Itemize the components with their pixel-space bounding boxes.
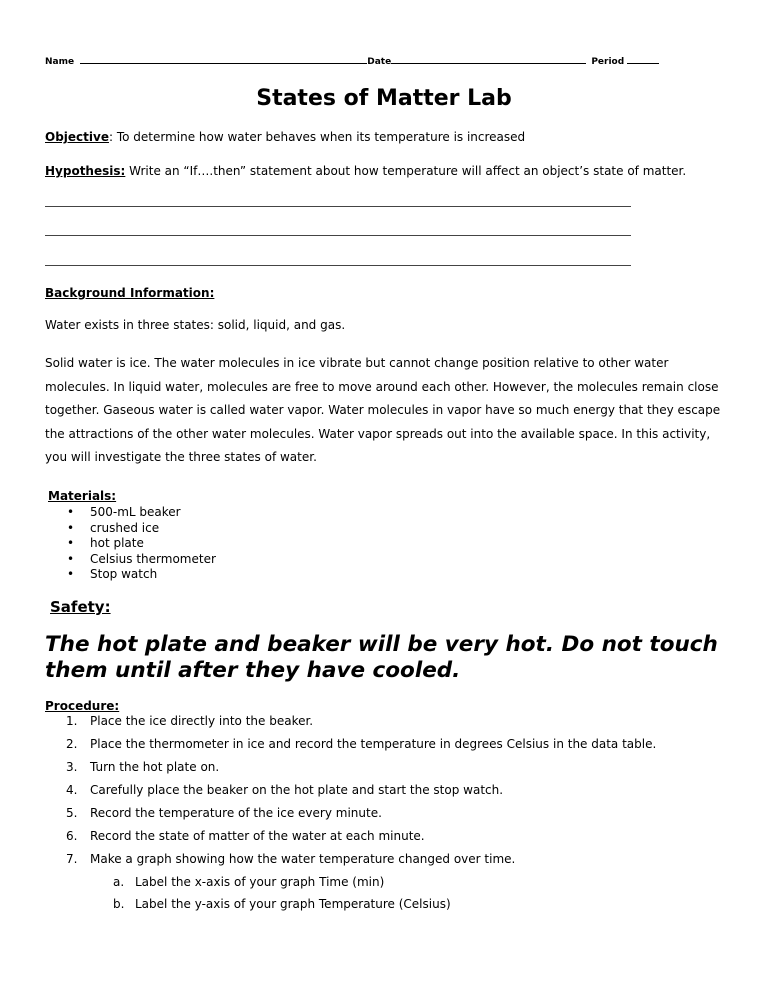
- list-item: • hot plate: [48, 536, 216, 552]
- procedure-step: [45, 806, 656, 829]
- background-heading: Background Information:: [45, 286, 215, 300]
- materials-list: [48, 505, 216, 583]
- background-body: Solid water is ice. The water molecules in ice vibrate but cannot change position relative to other water molecules. In liquid water, molecules are free to move around each other. However, the molecules remain close together. Gaseous water is called water vapor. Water molecules in vapor have so much energy that they escape the attractions of the other water molecules. Water vapor spreads out into the available space. In this activity, you will investigate the three states of water.: [45, 356, 721, 465]
- background-intro: Water exists in three states: solid, liquid, and gas.: [45, 318, 346, 332]
- step-text: Place the ice directly into the beaker.: [90, 714, 314, 728]
- hypothesis-answer-line-2[interactable]: [45, 235, 631, 236]
- list-item: • 500-mL beaker: [48, 505, 216, 521]
- step-text: Carefully place the beaker on the hot plate and start the stop watch.: [90, 783, 504, 797]
- period-field[interactable]: [627, 55, 659, 64]
- list-item: • Stop watch: [48, 567, 216, 583]
- substep-text: Label the y-axis of your graph Temperature (Celsius): [135, 897, 451, 911]
- hypothesis-label: Hypothesis:: [45, 164, 126, 178]
- header-line: [45, 55, 659, 67]
- materials-heading: Materials:: [48, 489, 117, 503]
- procedure-step: [45, 737, 656, 760]
- hypothesis-text: Write an “If….then” statement about how temperature will affect an object’s state of matter.: [125, 164, 687, 178]
- step-number: 7.: [66, 852, 78, 866]
- objective-text: : To determine how water behaves when its temperature is increased: [108, 130, 526, 144]
- step-text: Make a graph showing how the water temperature changed over time.: [90, 852, 516, 866]
- list-item: • crushed ice: [48, 521, 216, 537]
- procedure-substep: [45, 897, 451, 919]
- procedure-substep: [45, 875, 451, 897]
- objective: [45, 130, 525, 144]
- procedure-list: [45, 714, 656, 875]
- step-number: 6.: [66, 829, 78, 843]
- step-text: Place the thermometer in ice and record the temperature in degrees Celsius in the data table.: [90, 737, 657, 751]
- procedure-substeps: [45, 875, 451, 919]
- step-number: 2.: [66, 737, 78, 751]
- procedure-step: [45, 714, 656, 737]
- hypothesis: [45, 164, 686, 178]
- step-number: 5.: [66, 806, 78, 820]
- name-label: Name: [45, 57, 75, 67]
- list-item: • Celsius thermometer: [48, 552, 216, 568]
- safety-warning: The hot plate and beaker will be very hot. Do not touch them until after they have cooled.: [45, 632, 718, 683]
- safety-heading: Safety:: [50, 598, 111, 616]
- substep-text: Label the x-axis of your graph Time (min): [135, 875, 385, 889]
- period-label: Period: [591, 57, 625, 67]
- date-label: Date: [367, 57, 392, 67]
- name-field[interactable]: [80, 55, 367, 64]
- step-number: 4.: [66, 783, 78, 797]
- substep-letter: a.: [113, 875, 125, 889]
- substep-letter: b.: [113, 897, 125, 911]
- objective-label: Objective: [45, 130, 109, 144]
- date-field[interactable]: [391, 55, 586, 64]
- step-text: Record the temperature of the ice every minute.: [90, 806, 382, 820]
- procedure-step: [45, 829, 656, 852]
- hypothesis-answer-line-1[interactable]: [45, 206, 631, 207]
- step-text: Turn the hot plate on.: [90, 760, 220, 774]
- step-number: 1.: [66, 714, 78, 728]
- procedure-step: [45, 852, 656, 875]
- procedure-step: [45, 783, 656, 806]
- page-title: States of Matter Lab: [256, 86, 512, 111]
- procedure-heading: Procedure:: [45, 699, 120, 713]
- step-number: 3.: [66, 760, 78, 774]
- procedure-step: [45, 760, 656, 783]
- hypothesis-answer-line-3[interactable]: [45, 265, 631, 266]
- step-text: Record the state of matter of the water at each minute.: [90, 829, 425, 843]
